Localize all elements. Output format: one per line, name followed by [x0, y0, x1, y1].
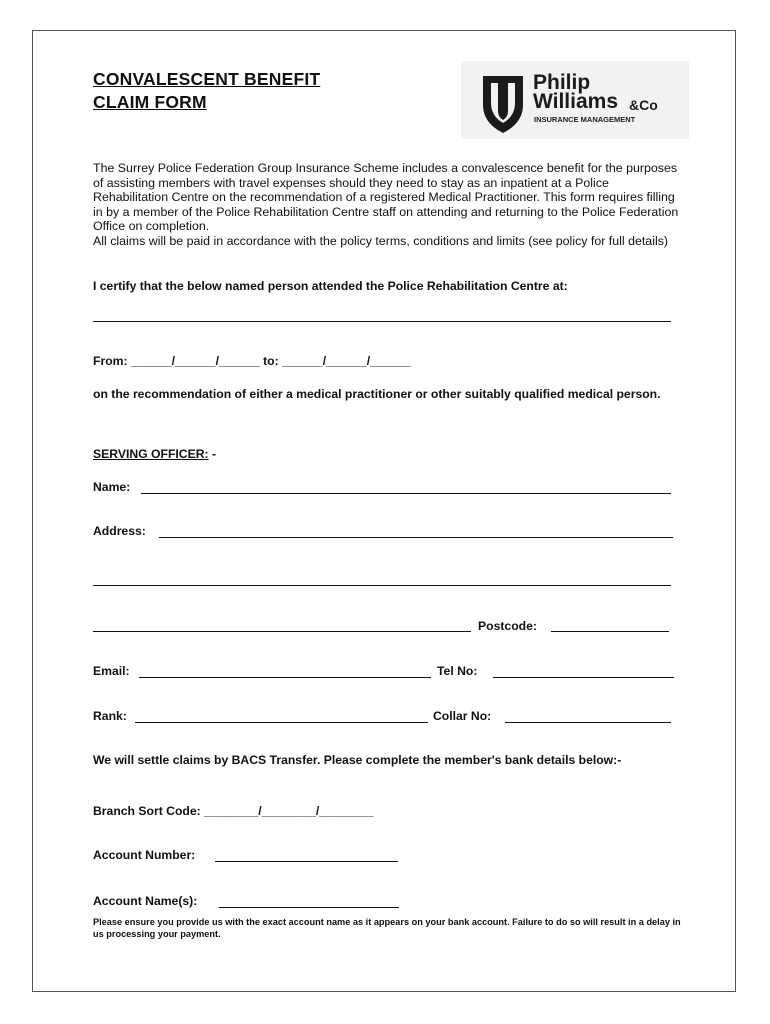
address-field-line1[interactable] [159, 537, 673, 538]
intro-paragraph-2: All claims will be paid in accordance with the policy terms, conditions and limits (see policy for full details) [93, 233, 669, 248]
footer-note: Please ensure you provide us with the exact account name as it appears on your bank account. Failure to do so will result in a delay in us processing your payment. [93, 917, 681, 939]
rank-label: Rank: [93, 709, 127, 723]
form-title-line1: CONVALESCENT BENEFIT [93, 69, 321, 89]
form-page [32, 30, 736, 992]
date-range-field[interactable]: From: ______/______/______ to: ______/______/______ [93, 354, 411, 368]
serving-officer-suffix: - [208, 447, 217, 461]
serving-officer-heading [93, 447, 216, 461]
company-logo [461, 61, 689, 139]
rank-field[interactable] [135, 722, 428, 723]
sort-code-field[interactable]: Branch Sort Code: ________/________/________ [93, 804, 374, 818]
logo-suffix: &Co [629, 97, 658, 113]
logo-name-line1: Philip [533, 71, 591, 94]
intro-paragraph-1: The Surrey Police Federation Group Insurance Scheme includes a convalescence benefit for the purposes of assisting members with travel expenses should they need to stay as an inpatient at a Police Rehabilitation Centre on the recommendation of a registered Medical Practitioner. This form requires filling in by a member of the Police Rehabilitation Centre staff on attending and returning to the Police Federation Office on completion. [93, 161, 679, 234]
account-number-label: Account Number: [93, 848, 196, 862]
certify-statement: I certify that the below named person attended the Police Rehabilitation Centre at: [93, 279, 568, 293]
postcode-field[interactable] [551, 631, 669, 632]
address-field-line2[interactable] [93, 585, 671, 586]
account-name-field[interactable] [219, 907, 399, 908]
tel-field[interactable] [493, 677, 674, 678]
logo-name-line2: Williams [533, 90, 619, 113]
centre-name-field[interactable] [93, 321, 671, 322]
account-name-label: Account Name(s): [93, 894, 198, 908]
postcode-label: Postcode: [478, 619, 537, 633]
email-field[interactable] [139, 677, 431, 678]
form-title-line2: CLAIM FORM [93, 92, 207, 112]
address-field-line3[interactable] [93, 631, 471, 632]
email-label: Email: [93, 664, 130, 678]
recommendation-text: on the recommendation of either a medical practitioner or other suitably qualified medical person. [93, 387, 661, 401]
logo-tagline: INSURANCE MANAGEMENT [534, 115, 636, 124]
account-number-field[interactable] [215, 861, 398, 862]
bacs-instructions: We will settle claims by BACS Transfer. Please complete the member's bank details below:- [93, 753, 622, 767]
intro-text [93, 161, 681, 249]
collar-field[interactable] [505, 722, 671, 723]
collar-label: Collar No: [433, 709, 492, 723]
address-label: Address: [93, 524, 146, 538]
name-label: Name: [93, 480, 131, 494]
tel-label: Tel No: [437, 664, 478, 678]
serving-officer-label: SERVING OFFICER: [93, 447, 209, 461]
name-field[interactable] [141, 493, 671, 494]
